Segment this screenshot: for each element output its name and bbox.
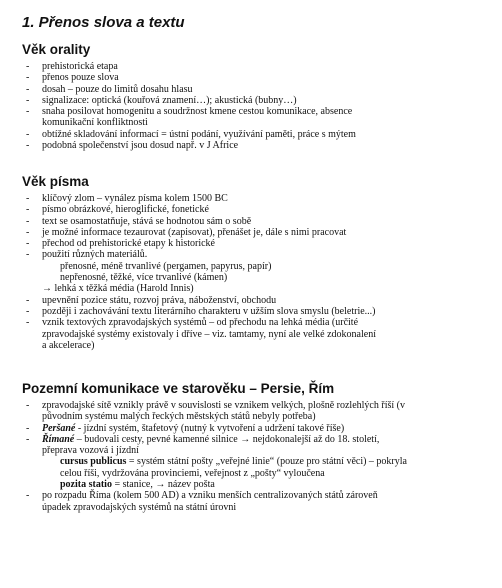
list-item-line: zpravodajské sítě vznikly právě v souvislosti se vznikem velkých, plošně rozlehlých říší (v bbox=[42, 400, 405, 411]
list-item: - klíčový zlom – vynález písma kolem 1500 BC bbox=[22, 193, 492, 204]
list-item-line: písmo obrázkové, hieroglifické, fonetické bbox=[42, 204, 209, 216]
list-item: - podobná společenství jsou dosud např. v J Africe bbox=[22, 140, 492, 151]
persane-label: Peršané bbox=[42, 422, 76, 434]
list-item-line: po rozpadu Říma (kolem 500 AD) a vzniku menších centralizovaných států zároveň bbox=[42, 490, 378, 502]
rimane-label: Římané bbox=[42, 433, 75, 445]
list-item-line: později i zachovávání textu literárního charakteru v užším slova smyslu (beletrie...) bbox=[42, 305, 376, 317]
list-item-line: vznik textových zpravodajských systémů – od přechodu na lehká média (určité bbox=[42, 317, 359, 329]
list-item-line: přenos pouze slova bbox=[42, 72, 119, 84]
materials-arrow-line: → lehká x těžká média (Harold Innis) bbox=[42, 283, 194, 295]
list-item: - signalizace: optická (kouřová znamení…); akustická (bubny…) bbox=[22, 95, 492, 106]
list-item: - dosah – pouze do limitů dosahu hlasu bbox=[22, 84, 492, 95]
cursus-label: cursus publicus bbox=[60, 456, 127, 468]
list-item: - po rozpadu Říma (kolem 500 AD) a vzniku menších centralizovaných států zároveň úpadek zpravodajských systémů na státní úrovni bbox=[22, 490, 492, 513]
list-item-materials: - použití různých materiálů. přenosné, méně trvanlivé (pergamen, papyrus, papír) nepřenosné, těžké, více trvanlivé (kámen) → lehká x těžká média (Harold Innis) bbox=[22, 249, 492, 294]
list-item-line: obtížné skladování informací = ústní podání, využívání paměti, práce s mýtem bbox=[42, 128, 356, 140]
list-item: - písmo obrázkové, hieroglifické, fonetické bbox=[22, 204, 492, 215]
materials-sub-portable: přenosné, méně trvanlivé (pergamen, papyrus, papír) bbox=[60, 260, 272, 272]
list-item: - prehistorická etapa bbox=[22, 61, 492, 72]
list-item: - přechod od prehistorické etapy k historické bbox=[22, 238, 492, 249]
cursus-line-2: celou říši, vydržována provinciemi, veřejnost z „pošty“ vyloučena bbox=[60, 467, 325, 479]
list-item-line bbox=[42, 434, 492, 445]
cursus-line bbox=[42, 456, 492, 467]
list-item-line: zpravodajské systémy existovaly i dříve – viz. tamtamy, nyní ale velké zdokonalení bbox=[42, 328, 376, 340]
list-item-line: je možné informace tezaurovat (zapisovat), přenášet je, dále s nimi pracovat bbox=[42, 226, 347, 238]
list-item-line: klíčový zlom – vynález písma kolem 1500 BC bbox=[42, 193, 228, 204]
list-item-line: snaha posilovat homogenitu a soudržnost kmene cestou komunikace, absence bbox=[42, 106, 353, 118]
list-item: - text se osamostatňuje, stává se hodnotou sám o sobě bbox=[22, 216, 492, 227]
persane-text: - jízdní systém, štafetový (nutný k vytvoření a udržení takové říše) bbox=[75, 422, 345, 434]
list-item: - obtížné skladování informací = ústní podání, využívání paměti, práce s mýtem bbox=[22, 129, 492, 140]
list-item: - přenos pouze slova bbox=[22, 72, 492, 83]
pozita-label: pozita statio bbox=[60, 479, 112, 491]
pozita-text: = stanice, → název pošta bbox=[111, 479, 215, 491]
list-item: - později i zachovávání textu literárního charakteru v užším slova smyslu (beletrie...) bbox=[22, 306, 492, 317]
materials-sub-heavy: nepřenosné, těžké, více trvanlivé (kámen) bbox=[60, 272, 228, 284]
document-title: 1. Přenos slova a textu bbox=[22, 14, 185, 31]
cursus-text: = systém státní pošty „veřejné linie“ (pouze pro státní věci) – pokryla bbox=[126, 456, 407, 468]
writing-list bbox=[22, 193, 492, 351]
section-heading-writing: Věk písma bbox=[22, 174, 89, 189]
list-item-line: přeprava vozová i jízdní bbox=[42, 445, 139, 457]
section-heading-ground-communication: Pozemní komunikace ve starověku – Persie, Řím bbox=[22, 381, 335, 396]
pozita-line bbox=[42, 479, 492, 490]
list-item: - vznik textových zpravodajských systémů – od přechodu na lehká média (určité zpravodajské systémy existovaly i dříve – viz. tamtamy, nyní ale velké zdokonalení a akcelerace) bbox=[22, 317, 492, 351]
list-item-line: podobná společenství jsou dosud např. v J Africe bbox=[42, 140, 239, 152]
list-item: - Římané – budovali cesty, pevné kamenné silnice → nejdokonalejší až do 18. století, přeprava vozová i jízdní cursus publicus = systém státní pošty „veřejné linie“ (pouze pro státní věci) – pokryla celou říši, vydržována provinciemi, veřejnost z „pošty“ vyloučena pozita statio = stanice, → název pošta bbox=[22, 434, 492, 490]
list-item: - upevnění pozice státu, rozvoj práva, náboženství, obchodu bbox=[22, 295, 492, 306]
list-item: - je možné informace tezaurovat (zapisovat), přenášet je, dále s nimi pracovat bbox=[22, 227, 492, 238]
list-item: - Peršané - jízdní systém, štafetový (nutný k vytvoření a udržení takové říše) bbox=[22, 423, 492, 434]
section-heading-orality: Věk orality bbox=[22, 42, 91, 57]
list-item-line: přechod od prehistorické etapy k historické bbox=[42, 238, 215, 250]
list-item-line: použití různých materiálů. bbox=[42, 249, 148, 261]
orality-list bbox=[22, 61, 492, 151]
list-item-line bbox=[42, 423, 492, 434]
list-item-line: dosah – pouze do limitů dosahu hlasu bbox=[42, 83, 193, 95]
rimane-text: – budovali cesty, pevné kamenné silnice → nejdokonalejší až do 18. století, bbox=[74, 433, 380, 445]
list-item-line: signalizace: optická (kouřová znamení…); akustická (bubny…) bbox=[42, 94, 297, 106]
list-item: - snaha posilovat homogenitu a soudržnost kmene cestou komunikace, absence komunikační konfliktnosti bbox=[22, 106, 492, 129]
list-item-line: text se osamostatňuje, stává se hodnotou sám o sobě bbox=[42, 215, 252, 227]
list-item-line: upevnění pozice státu, rozvoj práva, náboženství, obchodu bbox=[42, 294, 277, 306]
list-item-line: prehistorická etapa bbox=[42, 61, 118, 72]
list-item-line: komunikační konfliktnosti bbox=[42, 117, 148, 129]
list-item-line: a akcelerace) bbox=[42, 339, 95, 351]
list-item-line: úpadek zpravodajských systémů na státní úrovni bbox=[42, 501, 237, 513]
ground-communication-list bbox=[22, 400, 492, 513]
list-item: - zpravodajské sítě vznikly právě v souvislosti se vznikem velkých, plošně rozlehlých říší (v původním systému malých řeckých městských států nebyly potřeba) bbox=[22, 400, 492, 423]
list-item-line: původním systému malých řeckých městských států nebyly potřeba) bbox=[42, 411, 316, 423]
